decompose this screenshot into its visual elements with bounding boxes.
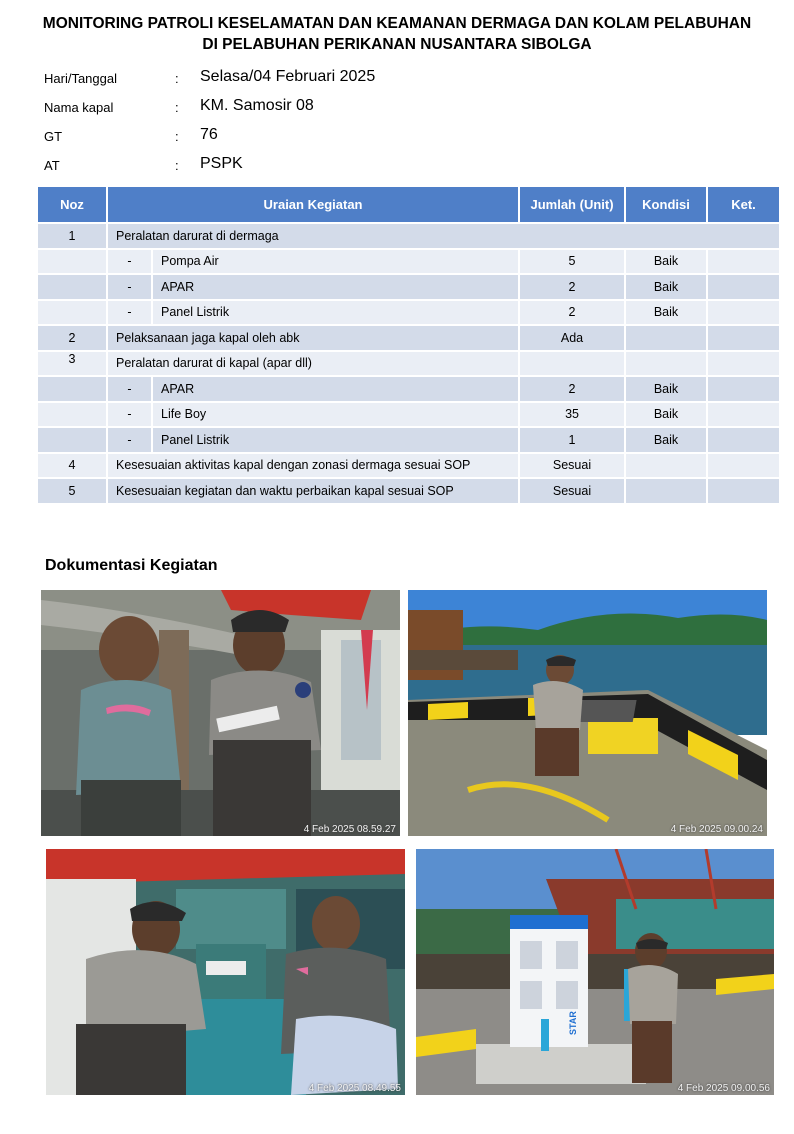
table-row: [37, 376, 780, 402]
table-row: [37, 427, 780, 453]
header-kondisi: Kondisi: [625, 186, 707, 223]
row-dash: -: [107, 427, 152, 453]
row-condition: Baik: [625, 249, 707, 275]
row-description: APAR: [152, 376, 519, 402]
row-dash: -: [107, 274, 152, 300]
row-description: Panel Listrik: [152, 300, 519, 326]
row-description: Peralatan darurat di dermaga: [107, 223, 780, 249]
report-title: [0, 13, 794, 55]
row-quantity: 5: [519, 249, 625, 275]
info-colon: :: [175, 158, 179, 173]
title-line-1: MONITORING PATROLI KESELAMATAN DAN KEAMANAN DERMAGA DAN KOLAM PELABUHAN: [42, 15, 752, 32]
info-label: GT: [44, 129, 63, 144]
row-description: Kesesuaian aktivitas kapal dengan zonasi dermaga sesuai SOP: [107, 453, 519, 479]
photo-engine-room-inspection: [41, 590, 400, 836]
row-condition: [625, 351, 707, 377]
patrol-table: [36, 185, 781, 505]
row-quantity: Ada: [519, 325, 625, 351]
info-value: Selasa/04 Februari 2025: [200, 68, 376, 85]
row-note: [707, 249, 780, 275]
table-row: [37, 453, 780, 479]
table-row: [37, 274, 780, 300]
table-row: [37, 249, 780, 275]
photo-timestamp: 4 Feb 2025 08.49.55: [308, 1083, 401, 1094]
row-quantity: 2: [519, 376, 625, 402]
row-dash: -: [107, 300, 152, 326]
header-uraian: Uraian Kegiatan: [107, 186, 519, 223]
row-dash: -: [107, 376, 152, 402]
photo-timestamp: 4 Feb 2025 09.00.24: [670, 824, 763, 835]
header-ket: Ket.: [707, 186, 780, 223]
row-dash: -: [107, 402, 152, 428]
row-description: Kesesuaian kegiatan dan waktu perbaikan kapal sesuai SOP: [107, 478, 519, 504]
row-note: [707, 453, 780, 479]
row-number: [37, 274, 107, 300]
row-number: [37, 376, 107, 402]
table-row: [37, 402, 780, 428]
table-row: [37, 351, 780, 377]
row-number: 5: [37, 478, 107, 504]
row-number: 4: [37, 453, 107, 479]
photo-dock-equipment-check: [408, 590, 767, 836]
row-note: [707, 325, 780, 351]
table-row: [37, 300, 780, 326]
info-value: 76: [200, 126, 218, 143]
info-value: PSPK: [200, 155, 243, 172]
info-colon: :: [175, 71, 179, 86]
table-header-row: [37, 186, 780, 223]
row-quantity: 35: [519, 402, 625, 428]
info-label: Hari/Tanggal: [44, 71, 117, 86]
info-label: AT: [44, 158, 60, 173]
row-description: Pelaksanaan jaga kapal oleh abk: [107, 325, 519, 351]
row-quantity: 1: [519, 427, 625, 453]
row-condition: Baik: [625, 300, 707, 326]
row-number: [37, 300, 107, 326]
row-dash: -: [107, 249, 152, 275]
documentation-heading: Dokumentasi Kegiatan: [45, 557, 218, 574]
row-condition: [625, 325, 707, 351]
row-condition: Baik: [625, 427, 707, 453]
row-note: [707, 427, 780, 453]
photo-control-room-inspection: [46, 849, 405, 1095]
row-note: [707, 402, 780, 428]
info-colon: :: [175, 129, 179, 144]
info-colon: :: [175, 100, 179, 115]
header-jumlah: Jumlah (Unit): [519, 186, 625, 223]
row-note: [707, 376, 780, 402]
photo-electric-panel-check: [416, 849, 774, 1095]
row-quantity: Sesuai: [519, 478, 625, 504]
header-no: Noz: [37, 186, 107, 223]
row-number: [37, 402, 107, 428]
photo-timestamp: 4 Feb 2025 08.59.27: [303, 824, 396, 835]
row-note: [707, 478, 780, 504]
info-label: Nama kapal: [44, 100, 114, 115]
row-number: 1: [37, 223, 107, 249]
row-note: [707, 300, 780, 326]
table-row: [37, 325, 780, 351]
row-note: [707, 274, 780, 300]
row-condition: [625, 453, 707, 479]
row-description: Pompa Air: [152, 249, 519, 275]
row-quantity: 2: [519, 300, 625, 326]
row-condition: Baik: [625, 274, 707, 300]
title-line-2: DI PELABUHAN PERIKANAN NUSANTARA SIBOLGA: [202, 36, 592, 53]
panel-sign-text: STAR: [568, 1011, 578, 1035]
row-number: [37, 427, 107, 453]
row-condition: Baik: [625, 402, 707, 428]
row-quantity: [519, 351, 625, 377]
row-quantity: 2: [519, 274, 625, 300]
table-row: [37, 223, 780, 249]
row-number: [37, 249, 107, 275]
row-condition: [625, 478, 707, 504]
row-description: APAR: [152, 274, 519, 300]
row-number: 2: [37, 325, 107, 351]
row-number: 3: [37, 351, 107, 377]
table-row: [37, 478, 780, 504]
row-description: Life Boy: [152, 402, 519, 428]
row-description: Panel Listrik: [152, 427, 519, 453]
row-note: [707, 351, 780, 377]
row-condition: Baik: [625, 376, 707, 402]
info-value: KM. Samosir 08: [200, 97, 314, 114]
row-quantity: Sesuai: [519, 453, 625, 479]
photo-timestamp: 4 Feb 2025 09.00.56: [677, 1083, 770, 1094]
row-description: Peralatan darurat di kapal (apar dll): [107, 351, 519, 377]
